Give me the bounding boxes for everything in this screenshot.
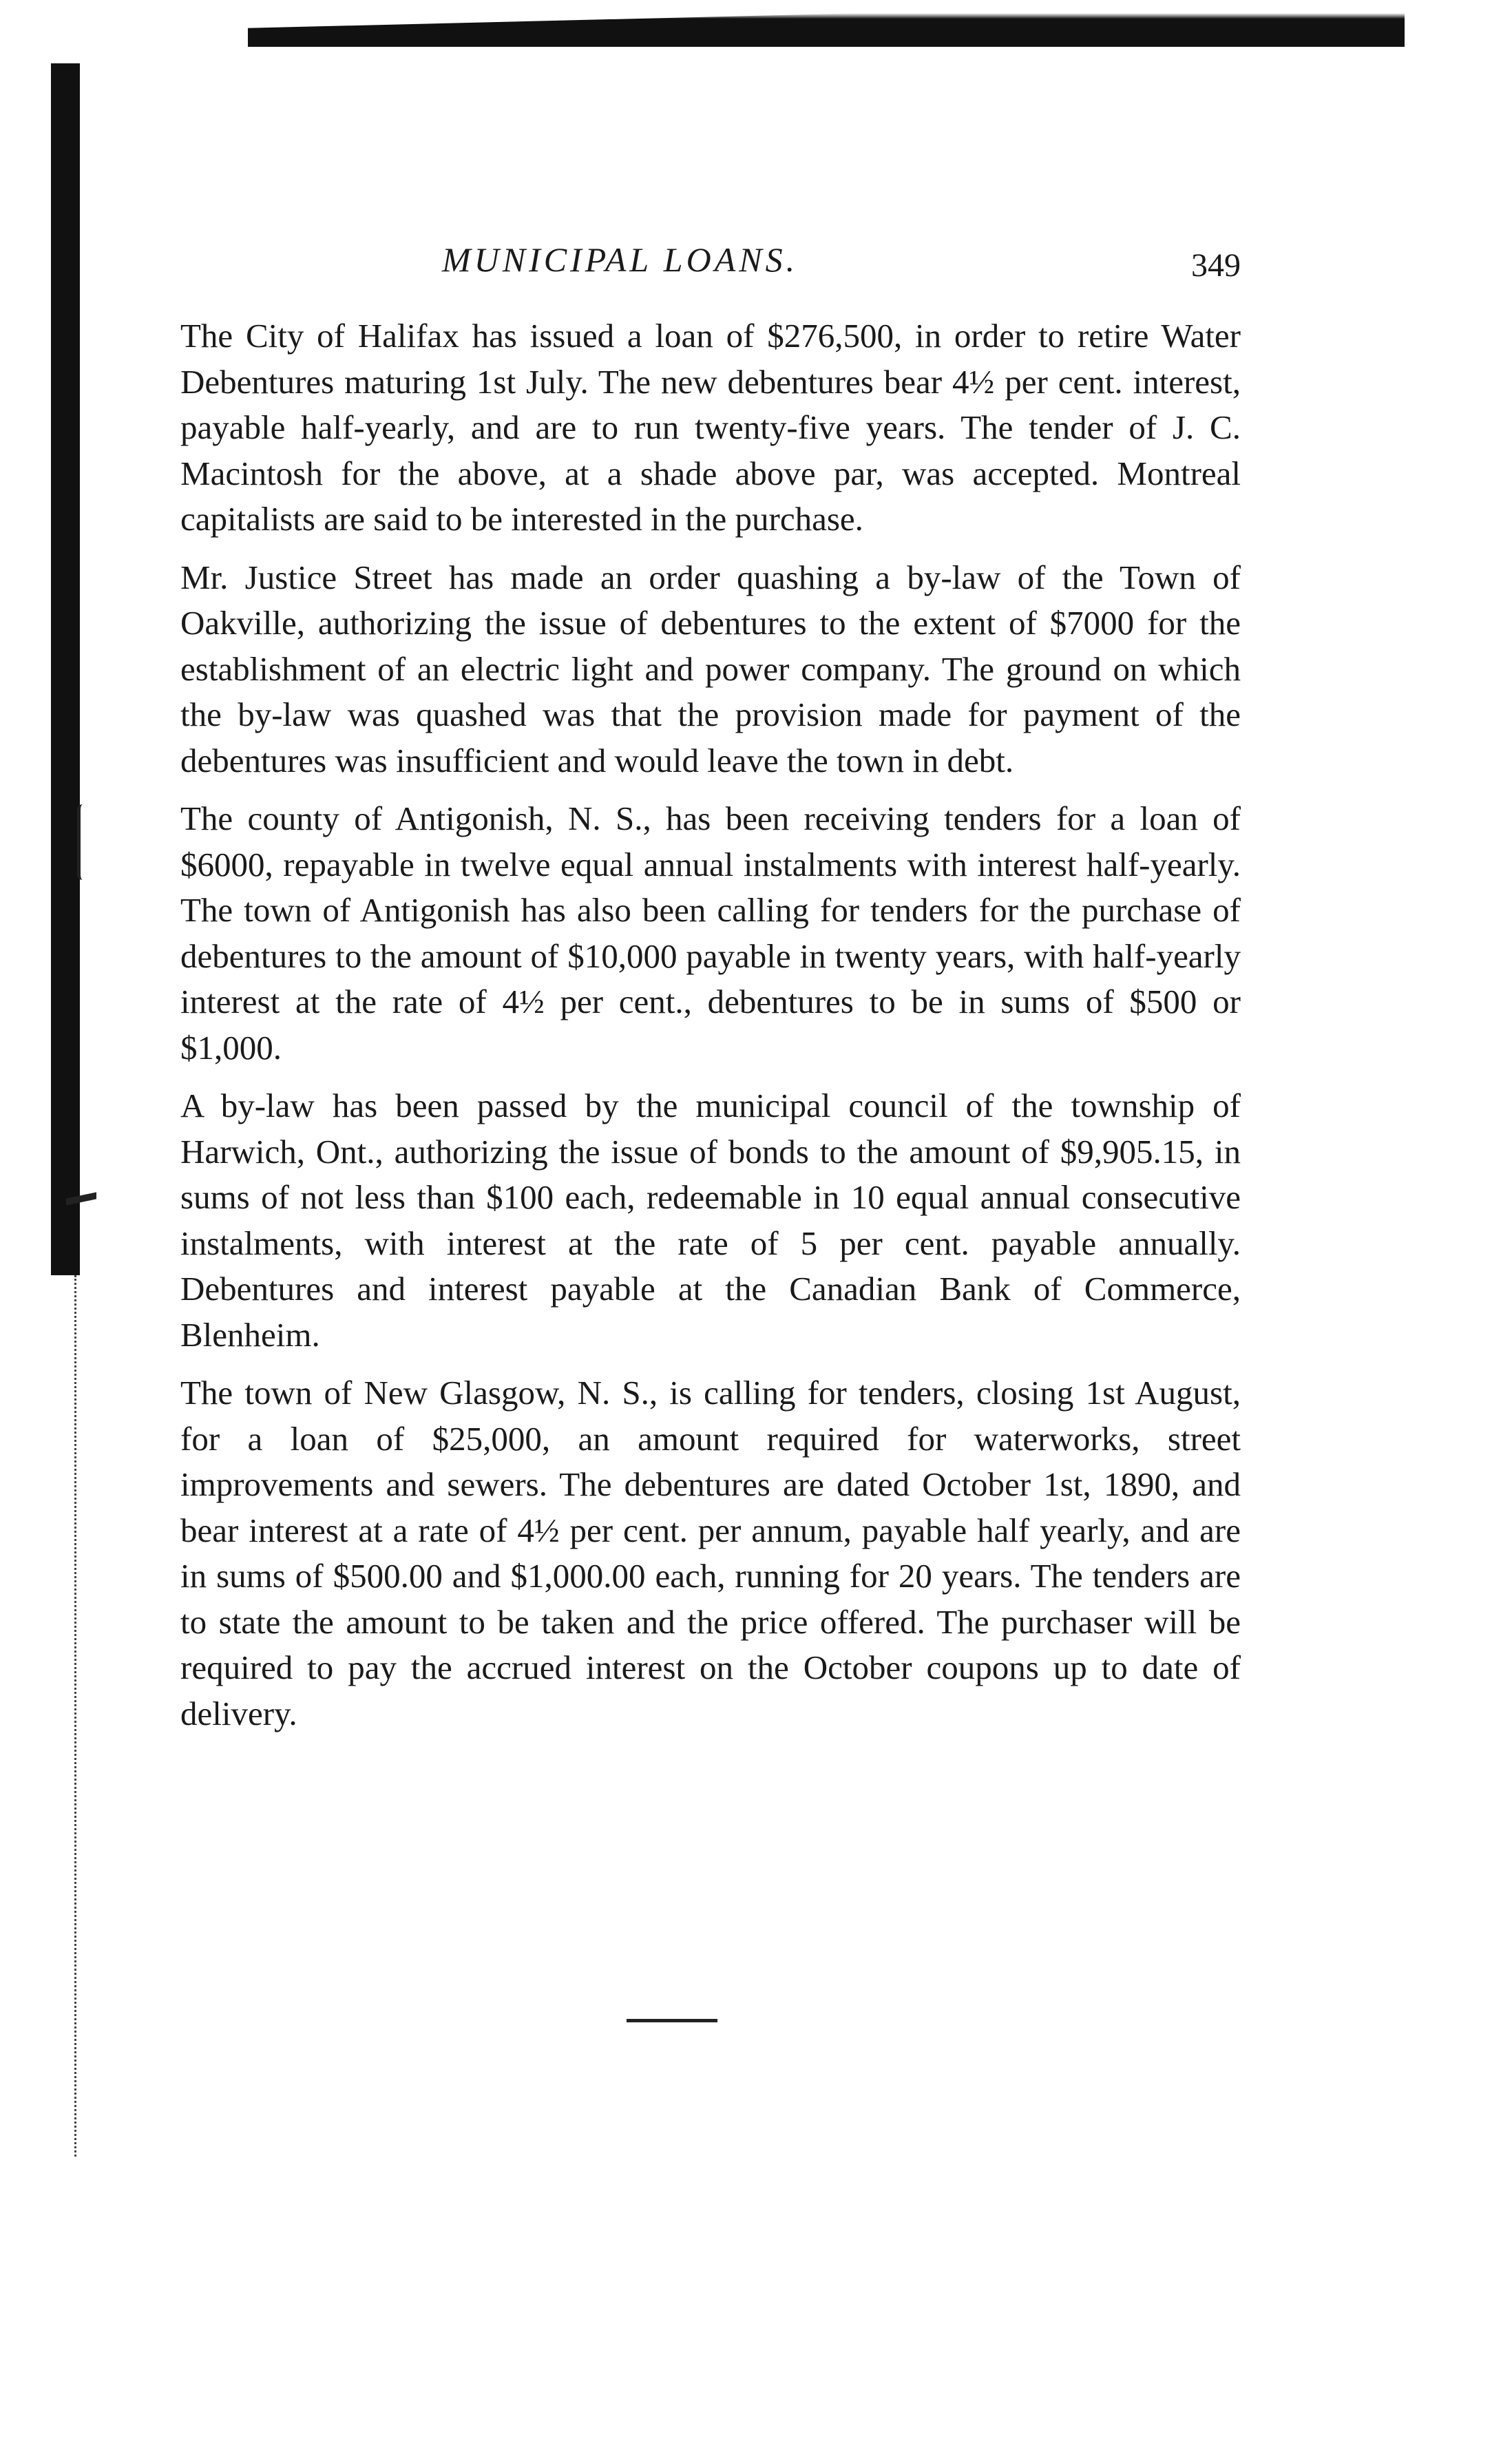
paragraph-antigonish: The county of Antigonish, N. S., has been receiving tenders for a loan of $6000, repayable in twelve equal annual instalments with interest half-yearly. The town of Antigonish has also been calling for tenders for the purchase of debentures to the amount of $10,000 payable in twenty years, with half-yearly interest at the rate of 4½ per cent., debentures to be in sums of $500 or $1,000. [180, 799, 1241, 1067]
page-header [180, 234, 1241, 296]
paragraph-harwich: A by-law has been passed by the municipal council of the township of Harwich, Ont., authorizing the issue of bonds to the amount of $9,905.15, in sums of not less than $100 each, redeemable in 10 equal annual consecutive instalments, with interest at the rate of 5 per cent. payable annually. Debentures and interest payable at the Canadian Bank of Commerce, Blenheim. [180, 1087, 1241, 1354]
scan-edge-dots [74, 1275, 79, 2157]
section-divider [627, 2019, 717, 2022]
scan-bracket-mark [77, 804, 87, 880]
scan-border-left [51, 63, 80, 1275]
paragraph-oakville: Mr. Justice Street has made an order quashing a by-law of the Town of Oakville, authorizing the issue of debentures to the extent of $7000 for the establishment of an electric light and power company. The ground on which the by-law was quashed was that the provision made for payment of the debentures was insufficient and would leave the town in debt. [180, 558, 1241, 779]
paragraph-new-glasgow: The town of New Glasgow, N. S., is calling for tenders, closing 1st August, for a loan of $25,000, an amount required for waterworks, street improvements and sewers. The debentures are dated October 1st, 1890, and bear interest at a rate of 4½ per cent. per annum, payable half yearly, and are in sums of $500.00 and $1,000.00 each, running for 20 years. The tenders are to state the amount to be taken and the price offered. The purchaser will be required to pay the accrued interest on the October coupons up to date of delivery. [180, 1374, 1241, 1732]
page-number: 349 [1191, 247, 1241, 284]
paragraph-halifax: The City of Halifax has issued a loan of $276,500, in order to retire Water Debentures maturing 1st July. The new debentures bear 4½ per cent. interest, payable half-yearly, and are to run twenty-five years. The tender of J. C. Macintosh for the above, at a shade above par, was accepted. Montreal capitalists are said to be interested in the purchase. [180, 317, 1241, 538]
article-body [180, 313, 1241, 1737]
scan-border-top [248, 0, 1405, 47]
running-title: MUNICIPAL LOANS. [442, 240, 799, 279]
